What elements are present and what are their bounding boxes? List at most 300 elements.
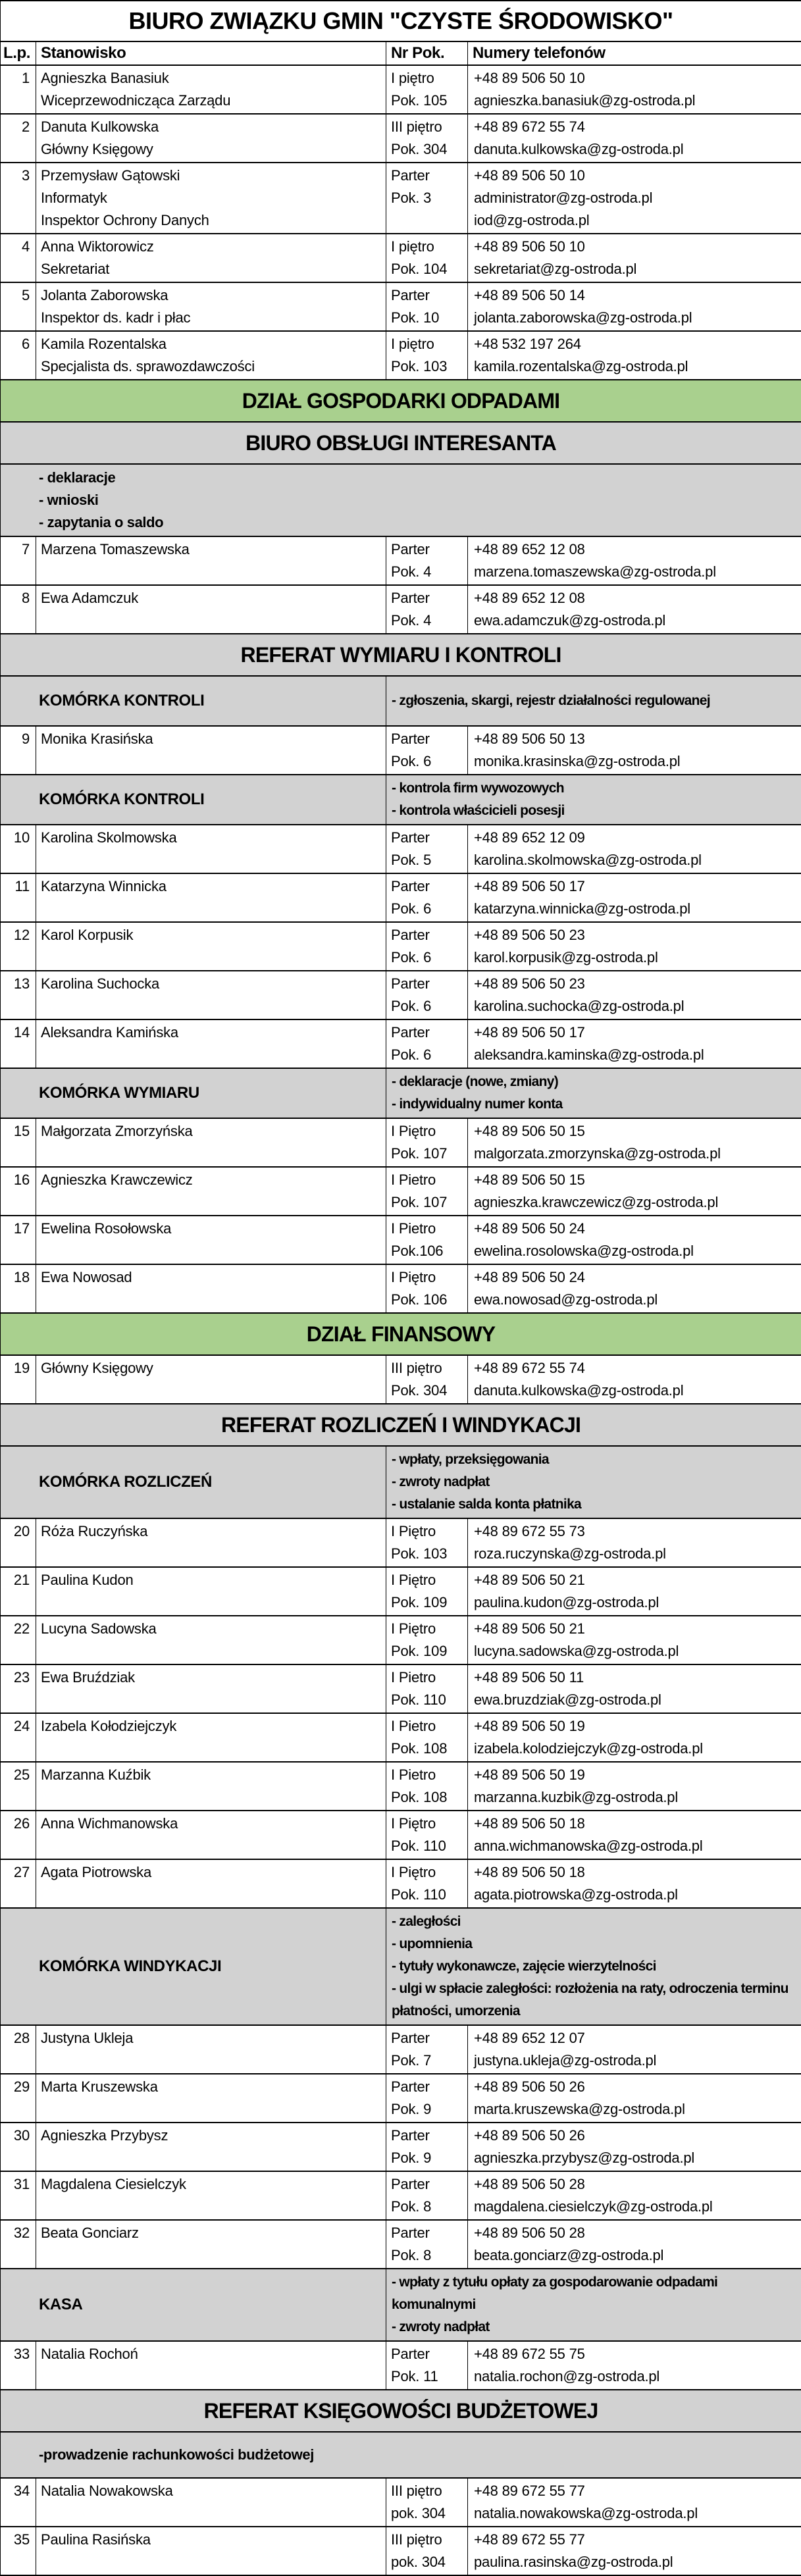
room-line: Pok. 4 [386,609,467,632]
unit-note-line: - ustalanie salda konta płatnika [386,1493,801,1516]
person-cell [36,1355,386,1404]
person-line: Ewa Adamczuk [36,587,386,609]
contact-line: agnieszka.przybysz@zg-ostroda.pl [468,2147,801,2169]
room-cell [386,2171,468,2220]
person-line: Agnieszka Krawczewicz [36,1169,386,1191]
table-row [1,1264,801,1313]
room-cell [386,2341,468,2390]
unit-note-line: - deklaracje (nowe, zmiany) [386,1071,801,1093]
table-row [1,726,801,775]
contact-cell [468,1762,801,1811]
row-number: 32 [1,2222,30,2244]
contact-line: justyna.ukleja@zg-ostroda.pl [468,2049,801,2072]
row-number: 15 [1,1120,30,1143]
person-line: Agata Piotrowska [36,1861,386,1884]
row-number: 12 [1,924,30,946]
contact-cell [468,726,801,775]
person-line: Paulina Rasińska [36,2529,386,2551]
row-number: 17 [1,1218,30,1240]
room-line: Pok. 3 [386,187,467,209]
section-title: BIURO OBSŁUGI INTERESANTA [1,431,801,455]
unit-note-line: - zwroty nadpłat [386,2316,801,2338]
person-cell [36,825,386,873]
room-cell [386,1664,468,1713]
contact-cell [468,1567,801,1616]
row-number: 35 [1,2529,30,2551]
unit-label-cell [1,1446,386,1518]
table-row [1,536,801,585]
col-header-nr-pok: Nr Pok. [386,41,468,65]
section-title: REFERAT KSIĘGOWOŚCI BUDŻETOWEJ [1,2399,801,2423]
unit-label: KOMÓRKA WYMIARU [39,1083,386,1103]
person-line: Danuta Kulkowska [36,116,386,138]
contact-line: iod@zg-ostroda.pl [468,209,801,232]
person-line: Natalia Rochoń [36,2343,386,2365]
green-row [1,1313,801,1355]
note-line: - deklaracje [1,467,801,489]
room-line: I Pietro [386,1764,467,1786]
unit-notes-cell [386,775,801,825]
person-cell [36,234,386,282]
row-number: 8 [1,587,30,609]
person-line: Ewa Nowosad [36,1266,386,1289]
room-line: Parter [386,728,467,750]
room-line: Pok. 107 [386,1143,467,1165]
contact-line: magdalena.ciesielczyk@zg-ostroda.pl [468,2196,801,2218]
person-cell [36,1264,386,1313]
notes-row [1,464,801,536]
person-cell [36,2341,386,2390]
row-number: 34 [1,2480,30,2502]
contact-line: +48 89 506 50 10 [468,236,801,258]
room-cell [386,536,468,585]
room-line: I piętro [386,67,467,90]
room-cell [386,1616,468,1664]
row-number-cell [1,1264,36,1313]
unit-note-line: - zwroty nadpłat [386,1471,801,1493]
unit-row [1,2269,801,2341]
room-cell [386,1713,468,1762]
person-line: Specjalista ds. sprawozdawczości [36,355,386,378]
row-number-cell [1,1664,36,1713]
contact-line: malgorzata.zmorzynska@zg-ostroda.pl [468,1143,801,1165]
room-line: Pok. 6 [386,750,467,773]
table-row [1,331,801,380]
room-cell [386,2478,468,2527]
contact-cell [468,2478,801,2527]
row-number: 16 [1,1169,30,1191]
row-number-cell [1,2341,36,2390]
contact-line: +48 89 506 50 28 [468,2173,801,2196]
contact-line: +48 532 197 264 [468,333,801,355]
person-line: Paulina Kudon [36,1569,386,1591]
contact-cell [468,1019,801,1068]
contact-line: +48 89 672 55 77 [468,2480,801,2502]
person-line: Sekretariat [36,258,386,280]
contact-cell [468,65,801,114]
contact-cell [468,922,801,971]
unit-note-line: - wpłaty z tytułu opłaty za gospodarowanie odpadami komunalnymi [386,2271,801,2316]
row-number-cell [1,1762,36,1811]
row-number: 24 [1,1715,30,1738]
room-line: I Piętro [386,1266,467,1289]
table-row [1,2123,801,2171]
contact-line: natalia.nowakowska@zg-ostroda.pl [468,2502,801,2525]
person-cell [36,1567,386,1616]
contact-line: +48 89 506 50 26 [468,2076,801,2098]
room-line: Pok. 11 [386,2365,467,2388]
unit-label: KOMÓRKA ROZLICZEŃ [39,1472,386,1492]
row-number-cell [1,2220,36,2269]
section-title: DZIAŁ GOSPODARKI ODPADAMI [1,389,801,413]
contact-line: +48 89 652 12 09 [468,827,801,849]
person-cell [36,114,386,163]
room-line: Pok. 108 [386,1786,467,1809]
person-cell [36,1518,386,1567]
room-cell [386,2527,468,2575]
room-cell [386,2025,468,2074]
room-line: Parter [386,2076,467,2098]
table-row [1,1664,801,1713]
room-line: I piętro [386,333,467,355]
row-number: 27 [1,1861,30,1884]
room-line: Pok. 106 [386,1289,467,1311]
room-line: III piętro [386,2529,467,2551]
unit-row [1,676,801,726]
room-cell [386,1567,468,1616]
room-line: Parter [386,875,467,898]
contact-cell [468,114,801,163]
room-cell [386,825,468,873]
room-line: Pok. 10 [386,307,467,329]
contact-line: +48 89 672 55 73 [468,1520,801,1543]
person-cell [36,2220,386,2269]
person-line: Anna Wichmanowska [36,1813,386,1835]
contact-line: +48 89 506 50 17 [468,875,801,898]
person-line: Marzanna Kuźbik [36,1764,386,1786]
table-row [1,1616,801,1664]
row-number: 11 [1,875,30,898]
contact-line: sekretariat@zg-ostroda.pl [468,258,801,280]
room-line: Parter [386,2343,467,2365]
table-row [1,2341,801,2390]
room-line: pok. 304 [386,2551,467,2573]
person-line: Inspektor Ochrony Danych [36,209,386,232]
room-cell [386,65,468,114]
contact-line: agata.piotrowska@zg-ostroda.pl [468,1884,801,1906]
unit-note-line: - kontrola firm wywozowych [386,777,801,800]
table-row [1,1811,801,1859]
contact-line: +48 89 506 50 21 [468,1618,801,1640]
note-line: - zapytania o saldo [1,511,801,534]
note-line: - wnioski [1,489,801,511]
table-row [1,2025,801,2074]
contact-cell [468,1616,801,1664]
table-row [1,971,801,1019]
contact-line: +48 89 506 50 18 [468,1861,801,1884]
contact-line: +48 89 506 50 17 [468,1021,801,1044]
person-cell [36,1616,386,1664]
table-row [1,163,801,234]
contact-cell [468,2527,801,2575]
section-header-cell [1,2390,801,2432]
room-line: Parter [386,924,467,946]
row-number-cell [1,922,36,971]
row-number-cell [1,2527,36,2575]
person-line: Wiceprzewodnicząca Zarządu [36,90,386,112]
room-line: Pok. 8 [386,2244,467,2267]
unit-notes-cell [386,1446,801,1518]
contact-cell [468,1859,801,1908]
room-line: Parter [386,587,467,609]
room-cell [386,922,468,971]
table-row [1,585,801,634]
contact-cell [468,163,801,234]
unit-notes-cell [386,1908,801,2025]
contact-cell [468,1713,801,1762]
room-cell [386,873,468,922]
table-row [1,1859,801,1908]
table-row [1,114,801,163]
contact-line: ewa.adamczuk@zg-ostroda.pl [468,609,801,632]
row-number-cell [1,1216,36,1264]
contact-line: agnieszka.krawczewicz@zg-ostroda.pl [468,1191,801,1214]
contact-line: +48 89 506 50 11 [468,1666,801,1689]
row-number: 9 [1,728,30,750]
unit-label-cell [1,1908,386,2025]
gray-row [1,634,801,676]
contact-line: +48 89 506 50 24 [468,1266,801,1289]
room-line: Pok. 6 [386,1044,467,1066]
person-cell [36,1713,386,1762]
room-line: Pok. 6 [386,995,467,1018]
row-number: 3 [1,165,30,187]
room-line: Parter [386,827,467,849]
contact-cell [468,2341,801,2390]
person-line: Kamila Rozentalska [36,333,386,355]
room-line: Parter [386,2222,467,2244]
unit-label: KOMÓRKA WINDYKACJI [39,1957,386,1976]
contact-line: +48 89 506 50 23 [468,924,801,946]
room-line: Pok. 6 [386,898,467,920]
unit-label: KOMÓRKA KONTROLI [39,790,386,810]
contact-line: karol.korpusik@zg-ostroda.pl [468,946,801,969]
contact-line: monika.krasinska@zg-ostroda.pl [468,750,801,773]
row-number-cell [1,2025,36,2074]
unit-row [1,1908,801,2025]
person-line: Beata Gonciarz [36,2222,386,2244]
contact-line: ewa.bruzdziak@zg-ostroda.pl [468,1689,801,1711]
contact-cell [468,536,801,585]
row-number-cell [1,1118,36,1167]
room-line: III piętro [386,2480,467,2502]
room-line: III piętro [386,116,467,138]
contact-cell [468,331,801,380]
section-header-cell [1,1404,801,1446]
row-number: 2 [1,116,30,138]
room-line: Pok. 4 [386,561,467,583]
col-header-numery-telefonow: Numery telefonów [468,41,801,65]
person-cell [36,1859,386,1908]
room-line: Pok. 9 [386,2147,467,2169]
person-line: Marta Kruszewska [36,2076,386,2098]
contact-line: administrator@zg-ostroda.pl [468,187,801,209]
room-line: Pok. 7 [386,2049,467,2072]
room-line: Pok. 110 [386,1884,467,1906]
green-row [1,380,801,422]
contact-line: +48 89 506 50 23 [468,973,801,995]
unit-label-cell [1,775,386,825]
room-cell [386,1859,468,1908]
person-cell [36,2171,386,2220]
row-number-cell [1,2123,36,2171]
contact-line: marta.kruszewska@zg-ostroda.pl [468,2098,801,2121]
room-cell [386,1518,468,1567]
person-line: Magdalena Ciesielczyk [36,2173,386,2196]
table-row [1,1355,801,1404]
room-line: Pok. 108 [386,1738,467,1760]
contact-cell [468,2074,801,2123]
room-cell [386,163,468,234]
room-line: I Piętro [386,1813,467,1835]
room-line: I Pietro [386,1169,467,1191]
table-row [1,1019,801,1068]
person-line: Główny Księgowy [36,1357,386,1379]
contact-line: agnieszka.banasiuk@zg-ostroda.pl [468,90,801,112]
contact-line: marzanna.kuzbik@zg-ostroda.pl [468,1786,801,1809]
contact-cell [468,1518,801,1567]
contact-cell [468,2220,801,2269]
row-number-cell [1,726,36,775]
person-cell [36,282,386,331]
row-number: 4 [1,236,30,258]
person-line: Karolina Skolmowska [36,827,386,849]
section-header-cell [1,380,801,422]
unit-note-line: - indywidualny numer konta [386,1093,801,1116]
row-number-cell [1,825,36,873]
person-line: Główny Księgowy [36,138,386,161]
room-line: Parter [386,2125,467,2147]
contact-cell [468,2123,801,2171]
unit-label: KOMÓRKA KONTROLI [39,691,386,711]
row-number: 28 [1,2027,30,2049]
room-cell [386,282,468,331]
room-line: I Piętro [386,1618,467,1640]
table-row [1,1167,801,1216]
person-cell [36,585,386,634]
notes-row [1,2432,801,2478]
gray-row [1,1404,801,1446]
person-line: Izabela Kołodziejczyk [36,1715,386,1738]
contact-line: kamila.rozentalska@zg-ostroda.pl [468,355,801,378]
contact-line: +48 89 506 50 10 [468,165,801,187]
person-cell [36,1216,386,1264]
row-number-cell [1,971,36,1019]
contact-line: roza.ruczynska@zg-ostroda.pl [468,1543,801,1565]
table-row [1,2171,801,2220]
room-line: Pok. 304 [386,1379,467,1402]
room-line: Pok. 110 [386,1689,467,1711]
person-line: Przemysław Gątowski [36,165,386,187]
person-line: Ewa Bruździak [36,1666,386,1689]
person-line: Inspektor ds. kadr i płac [36,307,386,329]
room-cell [386,1811,468,1859]
unit-note-line: - zaległości [386,1911,801,1933]
person-line: Ewelina Rosołowska [36,1218,386,1240]
room-cell [386,114,468,163]
room-line: Pok. 104 [386,258,467,280]
room-line: I Piętro [386,1569,467,1591]
table-row [1,1567,801,1616]
row-number: 29 [1,2076,30,2098]
col-header-stanowisko: Stanowisko [36,41,386,65]
row-number-cell [1,1567,36,1616]
contact-cell [468,873,801,922]
person-cell [36,1019,386,1068]
gray-row [1,422,801,464]
title-row [1,1,801,41]
contact-line: danuta.kulkowska@zg-ostroda.pl [468,1379,801,1402]
contact-line: +48 89 506 50 15 [468,1120,801,1143]
person-line: Lucyna Sadowska [36,1618,386,1640]
row-number: 10 [1,827,30,849]
table-row [1,1762,801,1811]
person-cell [36,2025,386,2074]
person-cell [36,1118,386,1167]
contact-line: izabela.kolodziejczyk@zg-ostroda.pl [468,1738,801,1760]
notes-cell [1,2432,801,2478]
room-cell [386,1355,468,1404]
row-number: 6 [1,333,30,355]
person-line: Agnieszka Przybysz [36,2125,386,2147]
section-header-cell [1,1313,801,1355]
room-line: Pok. 109 [386,1591,467,1614]
table-row [1,282,801,331]
room-line: I Piętro [386,1520,467,1543]
room-line: Parter [386,165,467,187]
contact-line: katarzyna.winnicka@zg-ostroda.pl [468,898,801,920]
contact-line: +48 89 506 50 10 [468,67,801,90]
contact-line: marzena.tomaszewska@zg-ostroda.pl [468,561,801,583]
person-cell [36,331,386,380]
row-number: 33 [1,2343,30,2365]
person-cell [36,1762,386,1811]
person-cell [36,2074,386,2123]
contact-cell [468,825,801,873]
contact-cell [468,585,801,634]
room-line: III piętro [386,1357,467,1379]
contact-line: +48 89 652 12 08 [468,587,801,609]
room-line: I Pietro [386,1715,467,1738]
row-number-cell [1,1859,36,1908]
table-row [1,65,801,114]
person-cell [36,2478,386,2527]
column-header-row [1,41,801,65]
row-number-cell [1,536,36,585]
contact-cell [468,234,801,282]
person-line: Róża Ruczyńska [36,1520,386,1543]
row-number: 21 [1,1569,30,1591]
room-line: Pok. 109 [386,1640,467,1662]
table-row [1,2074,801,2123]
row-number-cell [1,282,36,331]
room-line: Pok.106 [386,1240,467,1262]
row-number: 25 [1,1764,30,1786]
section-header-cell [1,634,801,676]
contact-cell [468,2025,801,2074]
row-number: 23 [1,1666,30,1689]
contact-line: paulina.kudon@zg-ostroda.pl [468,1591,801,1614]
